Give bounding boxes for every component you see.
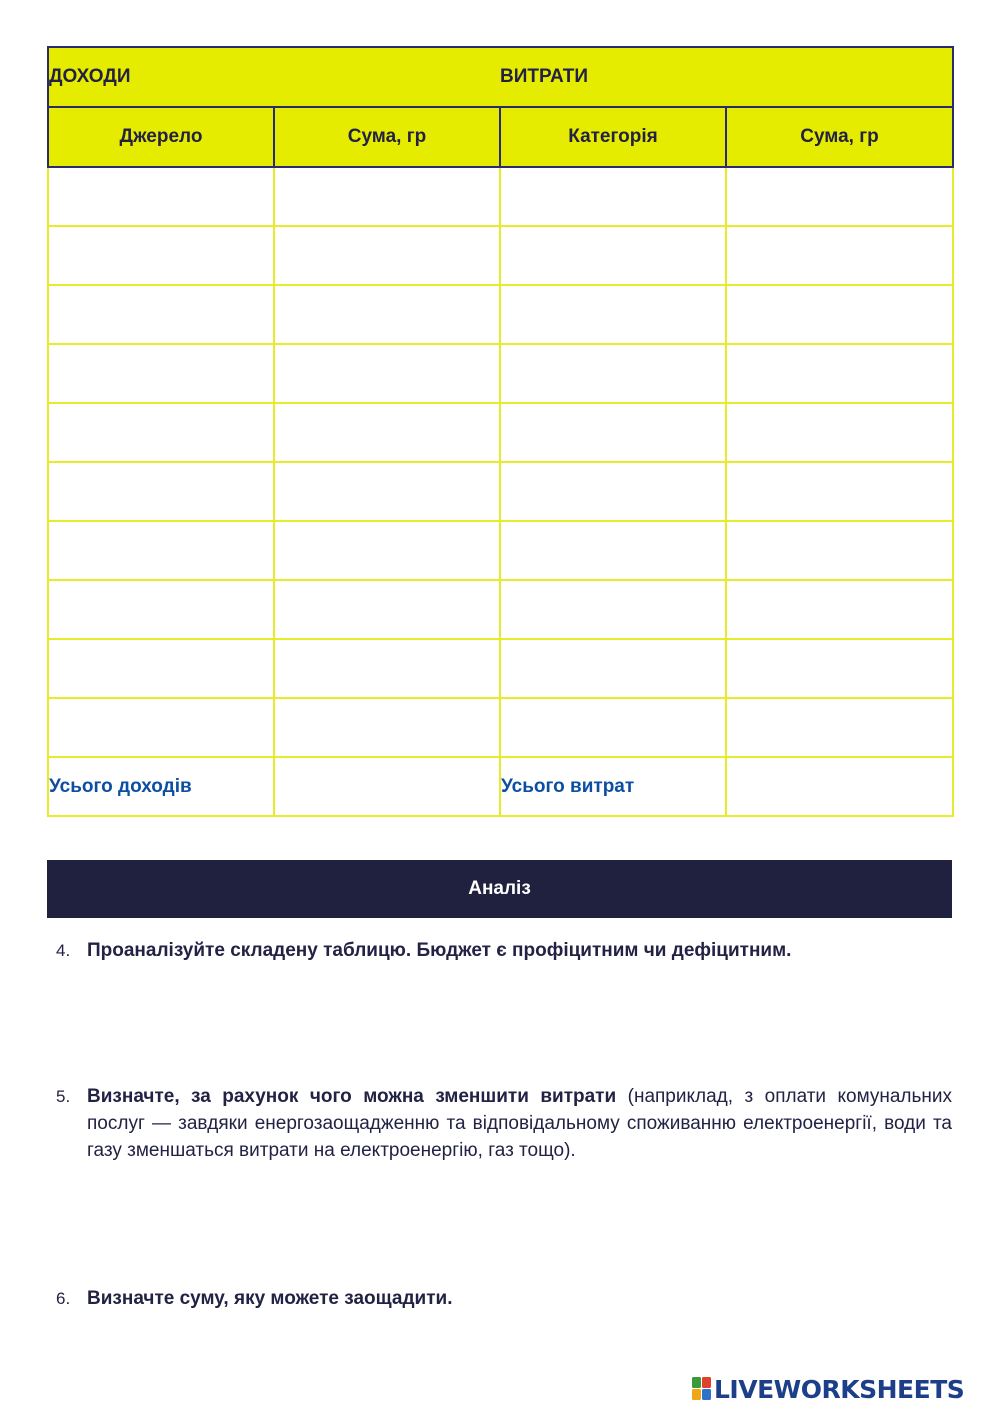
table-body (48, 167, 953, 757)
expense-amount-input-cell[interactable] (726, 521, 953, 580)
source-input-cell[interactable] (48, 698, 274, 757)
income-amount-input-cell[interactable] (274, 344, 500, 403)
income-amount-input-cell[interactable] (274, 521, 500, 580)
table-row (48, 462, 953, 521)
question-rest-text: (наприклад, з оплати комунальних послуг — завдяки енергозаощадженню та відповідальному споживанню електроенергії, води та газу зменшаться витрати на електроенергію, газ тощо). (87, 1086, 953, 1161)
table-header-row-columns (48, 107, 953, 167)
expense-amount-input-cell[interactable] (726, 226, 953, 285)
source-input-cell[interactable] (48, 167, 274, 226)
source-input-cell[interactable] (48, 285, 274, 344)
total-income-input-cell[interactable] (274, 757, 500, 816)
analysis-header (47, 860, 952, 918)
income-amount-input-cell[interactable] (274, 698, 500, 757)
table-row (48, 167, 953, 226)
category-input-cell[interactable] (500, 580, 726, 639)
expense-amount-input-cell[interactable] (726, 285, 953, 344)
category-input-cell[interactable] (500, 521, 726, 580)
table-row (48, 285, 953, 344)
category-input-cell[interactable] (500, 167, 726, 226)
source-input-cell[interactable] (48, 226, 274, 285)
liveworksheets-logo (692, 1374, 964, 1404)
question-6 (56, 1285, 952, 1312)
table-row (48, 521, 953, 580)
total-income-label: Усього доходів (48, 757, 274, 816)
source-input-cell[interactable] (48, 639, 274, 698)
totals-row (48, 757, 953, 816)
table-row (48, 403, 953, 462)
source-input-cell[interactable] (48, 403, 274, 462)
expense-amount-input-cell[interactable] (726, 698, 953, 757)
source-input-cell[interactable] (48, 462, 274, 521)
source-input-cell[interactable] (48, 344, 274, 403)
table-row (48, 698, 953, 757)
expense-amount-input-cell[interactable] (726, 639, 953, 698)
question-text (87, 937, 952, 964)
expense-amount-input-cell[interactable] (726, 344, 953, 403)
category-input-cell[interactable] (500, 403, 726, 462)
income-amount-input-cell[interactable] (274, 462, 500, 521)
category-input-cell[interactable] (500, 226, 726, 285)
table-row (48, 580, 953, 639)
question-number: 6. (56, 1289, 71, 1308)
expense-amount-input-cell[interactable] (726, 580, 953, 639)
question-bold-text: Визначте суму, яку можете заощадити. (87, 1288, 453, 1309)
question-bold-text: Проаналізуйте складену таблицю. Бюджет є профіцитним чи дефіцитним. (87, 940, 792, 961)
total-expense-label: Усього витрат (500, 757, 726, 816)
expense-header: ВИТРАТИ (500, 47, 953, 107)
income-amount-input-cell[interactable] (274, 403, 500, 462)
income-amount-input-cell[interactable] (274, 167, 500, 226)
expense-amount-input-cell[interactable] (726, 462, 953, 521)
income-amount-input-cell[interactable] (274, 285, 500, 344)
question-5 (56, 1083, 952, 1164)
column-header-expense-amount: Сума, гр (726, 107, 953, 167)
liveworksheets-logo-text: LIVEWORKSHEETS (714, 1374, 965, 1404)
question-text (87, 1285, 952, 1312)
table-header-row-main (48, 47, 953, 107)
analysis-title: Аналіз (468, 878, 531, 899)
income-amount-input-cell[interactable] (274, 580, 500, 639)
question-bold-text: Визначте, за рахунок чого можна зменшити витрати (87, 1086, 617, 1107)
category-input-cell[interactable] (500, 344, 726, 403)
category-input-cell[interactable] (500, 285, 726, 344)
question-4 (56, 937, 952, 964)
column-header-category: Категорія (500, 107, 726, 167)
table-row (48, 226, 953, 285)
expense-amount-input-cell[interactable] (726, 403, 953, 462)
question-number: 5. (56, 1087, 71, 1106)
column-header-source: Джерело (48, 107, 274, 167)
income-amount-input-cell[interactable] (274, 226, 500, 285)
source-input-cell[interactable] (48, 521, 274, 580)
income-amount-input-cell[interactable] (274, 639, 500, 698)
income-header: ДОХОДИ (48, 47, 500, 107)
category-input-cell[interactable] (500, 698, 726, 757)
question-number: 4. (56, 941, 71, 960)
liveworksheets-logo-mark-icon (692, 1377, 712, 1401)
column-header-income-amount: Сума, гр (274, 107, 500, 167)
question-text (87, 1083, 952, 1164)
source-input-cell[interactable] (48, 580, 274, 639)
table-row (48, 344, 953, 403)
category-input-cell[interactable] (500, 639, 726, 698)
category-input-cell[interactable] (500, 462, 726, 521)
total-expense-input-cell[interactable] (726, 757, 953, 816)
expense-amount-input-cell[interactable] (726, 167, 953, 226)
table-row (48, 639, 953, 698)
budget-table (47, 46, 954, 817)
